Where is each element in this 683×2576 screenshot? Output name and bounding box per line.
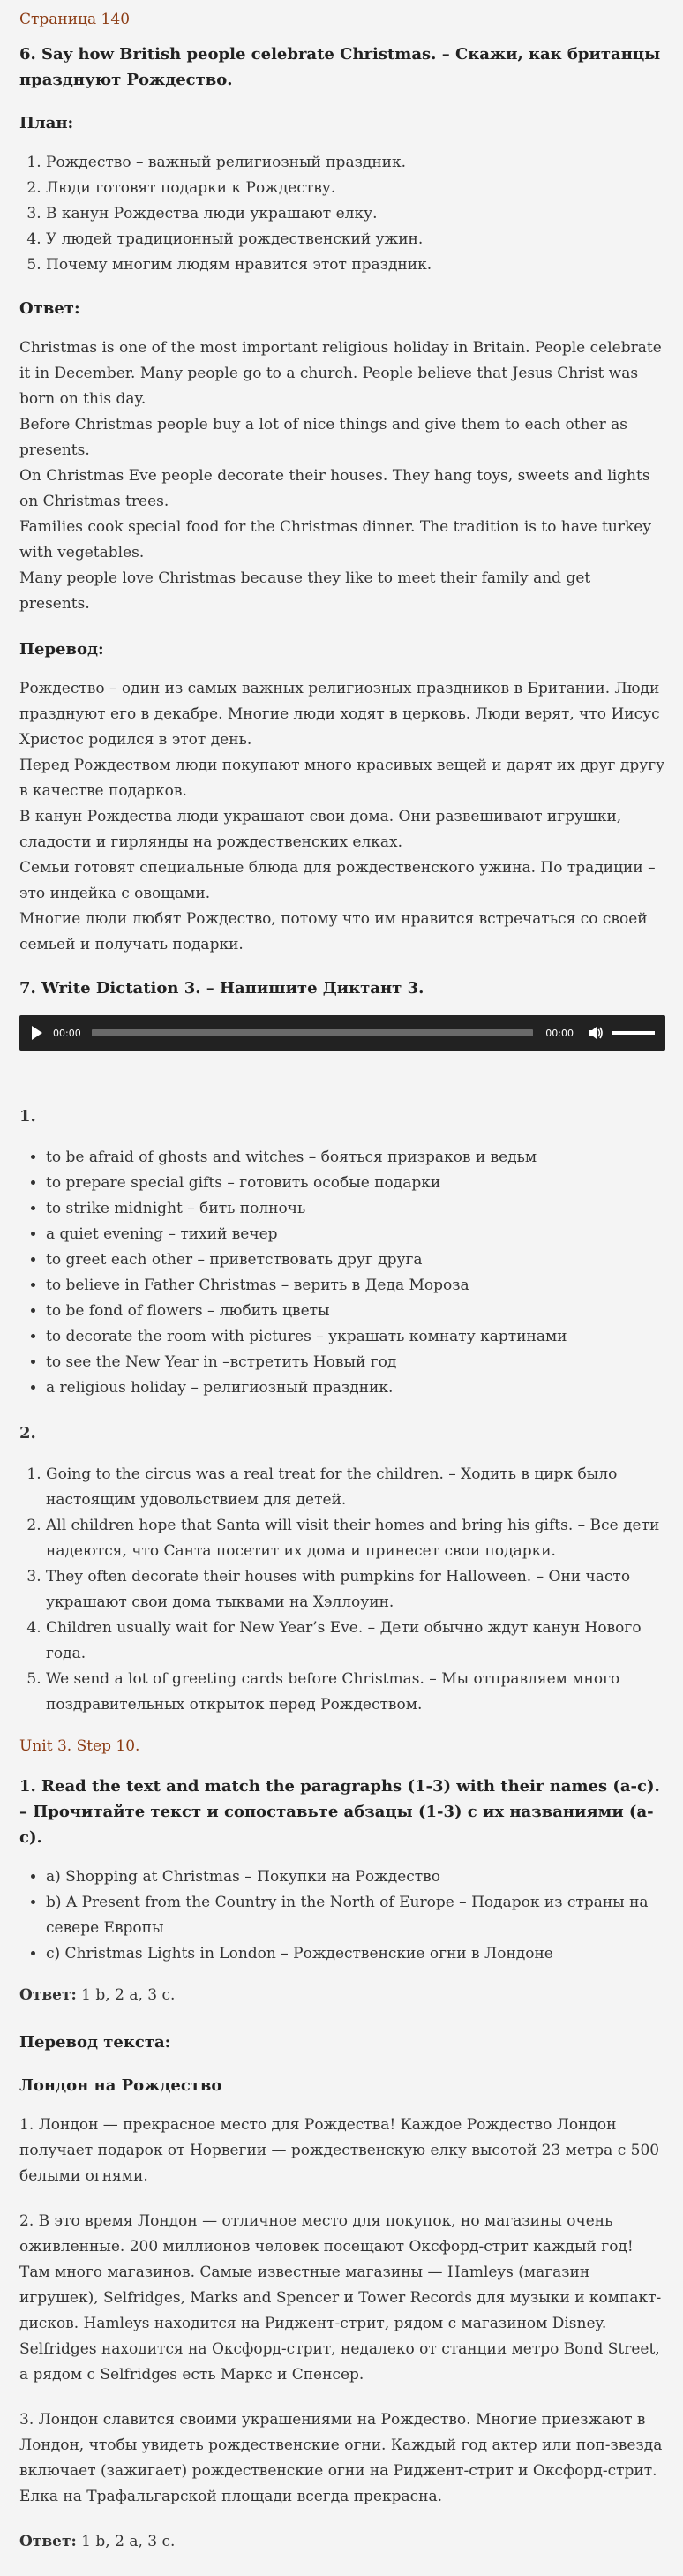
list-item: • c) Christmas Lights in London – Рождественские огни в Лондоне (46, 1941, 665, 1967)
list-item: • to be fond of flowers – любить цветы (46, 1299, 665, 1324)
answer-label: Ответ: (19, 299, 80, 318)
list-item: 3. They often decorate their houses with pumpkins for Halloween. – Они часто украшают свои дома тыквами на Хэллоуин. (46, 1564, 665, 1616)
list-item: • to be afraid of ghosts and witches – бояться призраков и ведьм (46, 1145, 665, 1171)
audio-progress-bar[interactable] (92, 1029, 534, 1036)
dictation-part-2-label: 2. (19, 1424, 36, 1442)
paragraph-names-list (19, 1864, 665, 1967)
list-item: • to greet each other – приветствовать друг друга (46, 1247, 665, 1273)
list-item: 2. All children hope that Santa will visit their homes and bring his gifts. – Все дети надеются, что Санта посетит их дома и принесет свои подарки. (46, 1513, 665, 1564)
list-item: 5. Почему многим людям нравится этот праздник. (46, 252, 665, 278)
dictation-phrase-list (19, 1145, 665, 1401)
translation-line: Перед Рождеством люди покупают много красивых вещей и дарят их друг другу в качестве подарков. (19, 757, 665, 800)
answer-label: Ответ: (19, 2533, 77, 2550)
translation-heading: Перевод текста: (19, 2033, 171, 2052)
exercise-7-heading: 7. Write Dictation 3. – Напишите Диктант 3. (19, 979, 424, 998)
list-item: 4. Children usually wait for New Year’s Eve. – Дети обычно ждут канун Нового года. (46, 1616, 665, 1667)
list-item: • a quiet evening – тихий вечер (46, 1222, 665, 1247)
list-item: • to decorate the room with pictures – украшать комнату картинами (46, 1324, 665, 1350)
text-paragraph: 2. В это время Лондон — отличное место для покупок, но магазины очень оживленные. 200 миллионов человек посещают Оксфорд-стрит каждый год! Там много магазинов. Самые известные магазины — Hamleys (магазин игрушек), Selfridges, Marks and Spencer и Tower Records для музыки и компакт-дисков. Hamleys находится на Риджент-стрит, рядом с магазином Disney. Selfridges находится на Оксфорд-стрит, недалеко от станции метро Bond Street, а рядом с Selfridges есть Маркс и Спенсер. (19, 2212, 662, 2384)
list-item: 4. У людей традиционный рождественский ужин. (46, 227, 665, 252)
current-time: 00:00 (53, 1027, 81, 1039)
list-item: • to strike midnight – бить полночь (46, 1196, 665, 1222)
list-item: • a) Shopping at Christmas – Покупки на Рождество (46, 1864, 665, 1890)
answer-line: Christmas is one of the most important religious holiday in Britain. People celebrate it in December. Many people go to a church. People believe that Jesus Christ was born on this day. (19, 339, 662, 408)
plan-label: План: (19, 114, 74, 132)
answer-text (19, 335, 665, 617)
dictation-part-1-label: 1. (19, 1107, 36, 1126)
translation-line: Многие люди любят Рождество, потому что им нравится встречаться со своей семьей и получать подарки. (19, 910, 648, 953)
translation-line: Рождество – один из самых важных религиозных праздников в Британии. Люди празднуют его в декабре. Многие люди ходят в церковь. Люди верят, что Иисус Христос родился в этот день. (19, 680, 660, 749)
list-item: • to believe in Father Christmas – верить в Деда Мороза (46, 1273, 665, 1299)
list-item: • b) A Present from the Country in the North of Europe – Подарок из страны на севере Европы (46, 1890, 665, 1941)
answer-value: 1 b, 2 a, 3 c. (76, 1986, 176, 2004)
answer-line: Families cook special food for the Christmas dinner. The tradition is to have turkey with vegetables. (19, 518, 651, 561)
translation-line: Семьи готовят специальные блюда для рождественского ужина. По традиции – это индейка с овощами. (19, 859, 656, 902)
answer-line: Many people love Christmas because they like to meet their family and get presents. (19, 569, 591, 613)
list-item: 2. Люди готовят подарки к Рождеству. (46, 176, 665, 201)
translation-text (19, 676, 665, 958)
text-paragraph: 3. Лондон славится своими украшениями на Рождество. Многие приезжают в Лондон, чтобы увидеть рождественские огни. Каждый год актер или поп-звезда включает (зажигает) рождественские огни на Риджент-стрит и Оксфорд-стрит. Елка на Трафальгарской площади всегда прекрасна. (19, 2411, 663, 2505)
volume-icon[interactable] (588, 1026, 604, 1040)
list-item: 5. We send a lot of greeting cards before Christmas. – Мы отправляем много поздравительных открыток перед Рождеством. (46, 1667, 665, 1718)
list-item: 3. В канун Рождества люди украшают елку. (46, 201, 665, 227)
audio-player (19, 1015, 665, 1051)
translation-line: В канун Рождества люди украшают свои дома. Они развешивают игрушки, сладости и гирлянды на рождественских елках. (19, 808, 622, 851)
answer-line: Before Christmas people buy a lot of nice things and give them to each other as presents. (19, 416, 627, 459)
answer-line (19, 1983, 665, 2008)
list-item: • to prepare special gifts – готовить особые подарки (46, 1171, 665, 1196)
volume-slider[interactable] (612, 1031, 655, 1035)
final-answer-line (19, 2529, 665, 2555)
answer-line: On Christmas Eve people decorate their houses. They hang toys, sweets and lights on Christmas trees. (19, 467, 650, 510)
translation-label: Перевод: (19, 640, 104, 659)
page-link[interactable]: Страница 140 (19, 11, 131, 28)
list-item: 1. Going to the circus was a real treat for the children. – Ходить в цирк было настоящим удовольствием для детей. (46, 1462, 665, 1513)
answer-value: 1 b, 2 a, 3 c. (76, 2533, 176, 2550)
exercise-1-heading: 1. Read the text and match the paragraphs (1-3) with their names (a-c). – Прочитайте текст и сопоставьте абзацы (1-3) с их названиями (a-c). (19, 1777, 660, 1847)
duration-time: 00:00 (545, 1027, 574, 1039)
answer-label: Ответ: (19, 1986, 77, 2004)
exercise-6-heading: 6. Say how British people celebrate Christmas. – Скажи, как британцы празднуют Рождество. (19, 45, 661, 89)
list-item: • a religious holiday – религиозный праздник. (46, 1375, 665, 1401)
play-icon[interactable] (32, 1026, 42, 1040)
unit-link[interactable]: Unit 3. Step 10. (19, 1737, 140, 1755)
list-item: • to see the New Year in –встретить Новый год (46, 1350, 665, 1375)
text-paragraph: 1. Лондон — прекрасное место для Рождества! Каждое Рождество Лондон получает подарок от Норвегии — рождественскую елку высотой 23 метра с 500 белыми огнями. (19, 2116, 660, 2185)
list-item: 1. Рождество – важный религиозный праздник. (46, 150, 665, 176)
plan-list (19, 150, 665, 278)
dictation-sentence-list (19, 1462, 665, 1718)
text-title: Лондон на Рождество (19, 2076, 222, 2095)
